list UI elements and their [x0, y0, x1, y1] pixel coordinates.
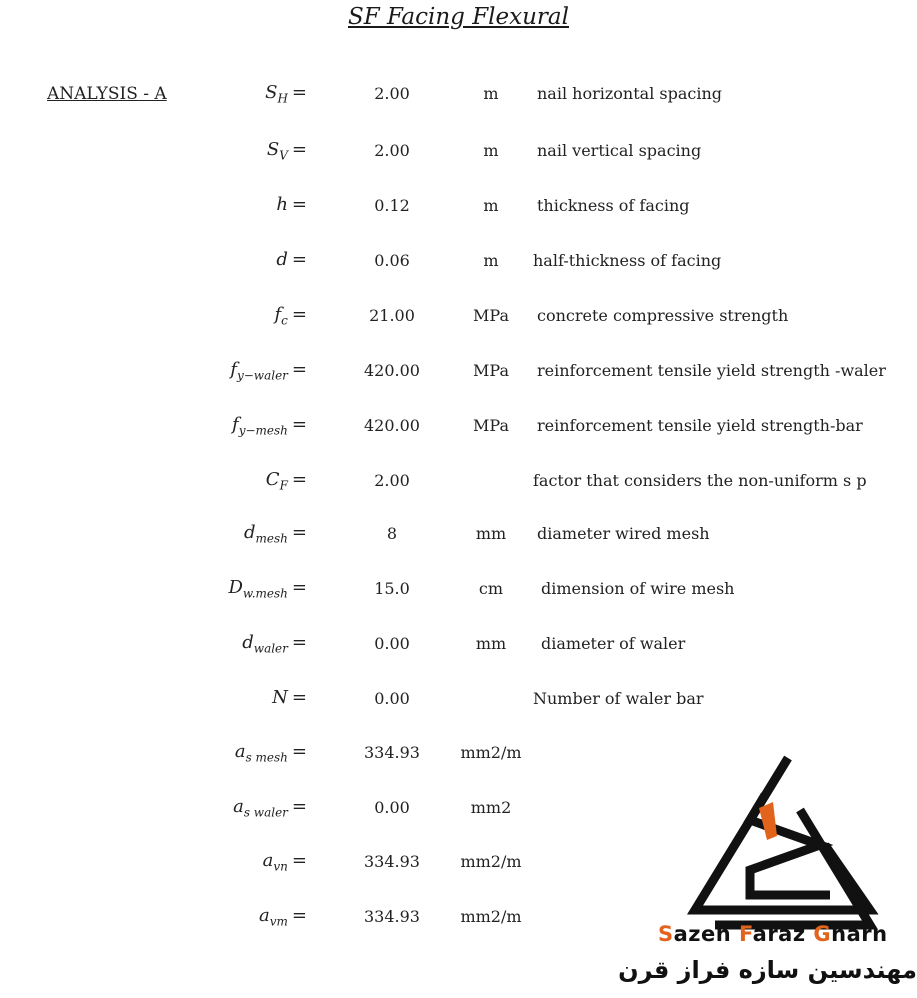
- parameter-unit: MPa: [473, 306, 509, 325]
- parameter-row: [0, 573, 917, 613]
- parameter-description: thickness of facing: [537, 196, 690, 215]
- parameter-value: 334.93: [364, 852, 420, 871]
- parameter-row: [0, 135, 917, 175]
- symbol-base: d: [276, 249, 288, 270]
- symbol-subscript: y−waler: [236, 368, 288, 383]
- parameter-symbol: [235, 741, 307, 765]
- equals-sign: =: [291, 796, 307, 817]
- parameter-symbol: [263, 850, 307, 874]
- symbol-base: f: [274, 304, 282, 325]
- parameter-symbol: [272, 687, 307, 711]
- symbol-base: a: [262, 850, 274, 871]
- symbol-base: a: [233, 796, 244, 817]
- brand-name-persian: مهندسین سازه فراز قرن: [618, 956, 917, 984]
- symbol-subscript: s waler: [243, 805, 288, 820]
- parameter-row: [0, 355, 917, 395]
- equals-sign: =: [291, 522, 307, 543]
- symbol-subscript: vm: [269, 914, 288, 929]
- parameter-row: [0, 300, 917, 340]
- equals-sign: =: [291, 469, 307, 490]
- symbol-subscript: mesh: [255, 531, 288, 546]
- symbol-base: S: [266, 139, 280, 160]
- parameter-description: Number of waler bar: [533, 689, 704, 708]
- symbol-subscript: y−mesh: [238, 423, 288, 438]
- equals-sign: =: [291, 850, 307, 871]
- parameter-row: [0, 465, 917, 505]
- parameter-value: 334.93: [364, 743, 420, 762]
- parameter-symbol: [242, 632, 307, 656]
- parameter-value: 2.00: [374, 84, 410, 103]
- parameter-unit: MPa: [473, 361, 509, 380]
- parameter-unit: MPa: [473, 416, 509, 435]
- parameter-unit: mm2/m: [460, 907, 522, 926]
- section-heading: ANALYSIS - A: [47, 84, 167, 104]
- parameter-row: [0, 683, 917, 723]
- parameter-unit: mm2/m: [460, 743, 522, 762]
- parameter-unit: mm2/m: [460, 852, 522, 871]
- equals-sign: =: [291, 304, 307, 325]
- symbol-subscript: F: [279, 478, 288, 493]
- equals-sign: =: [291, 194, 307, 215]
- parameter-value: 420.00: [364, 361, 420, 380]
- parameter-symbol: [275, 304, 308, 328]
- parameter-value: 15.0: [374, 579, 410, 598]
- parameter-symbol: [276, 194, 307, 218]
- symbol-base: d: [244, 522, 256, 543]
- parameter-unit: m: [483, 141, 499, 160]
- parameter-value: 0.00: [374, 634, 410, 653]
- parameter-symbol: [266, 469, 307, 493]
- parameter-unit: mm: [475, 634, 507, 653]
- parameter-description: reinforcement tensile yield strength -waler: [537, 361, 886, 380]
- symbol-base: a: [234, 741, 246, 762]
- parameter-value: 2.00: [374, 471, 410, 490]
- equals-sign: =: [291, 82, 307, 103]
- parameter-row: [0, 245, 917, 285]
- equals-sign: =: [291, 139, 307, 160]
- parameter-unit: mm2: [470, 798, 512, 817]
- symbol-base: h: [276, 194, 288, 215]
- parameter-value: 0.00: [374, 798, 410, 817]
- parameter-value: 334.93: [364, 907, 420, 926]
- parameter-row: [0, 410, 917, 450]
- parameter-unit: m: [483, 251, 499, 270]
- parameter-description: diameter wired mesh: [537, 524, 710, 543]
- equals-sign: =: [291, 741, 307, 762]
- parameter-description: half-thickness of facing: [533, 251, 722, 270]
- parameter-value: 21.00: [369, 306, 415, 325]
- brand-name-english: Sazeh Faraz Gharn: [658, 922, 888, 946]
- symbol-subscript: waler: [253, 641, 288, 656]
- symbol-base: S: [265, 82, 278, 103]
- symbol-base: f: [232, 414, 239, 435]
- parameter-symbol: [276, 249, 307, 273]
- symbol-subscript: c: [281, 313, 288, 328]
- parameter-value: 0.00: [374, 689, 410, 708]
- parameter-row: [0, 190, 917, 230]
- parameter-description: nail vertical spacing: [537, 141, 702, 160]
- parameter-description: concrete compressive strength: [537, 306, 789, 325]
- document-title: SF Facing Flexural: [348, 4, 569, 30]
- parameter-row: [0, 78, 917, 118]
- parameter-value: 0.12: [374, 196, 410, 215]
- parameter-description: dimension of wire mesh: [541, 579, 735, 598]
- parameter-value: 2.00: [374, 141, 410, 160]
- symbol-subscript: w.mesh: [242, 586, 288, 601]
- symbol-subscript: V: [279, 148, 288, 163]
- parameter-description: diameter of waler: [541, 634, 686, 653]
- parameter-symbol: [267, 139, 307, 163]
- equals-sign: =: [291, 632, 307, 653]
- parameter-row: [0, 518, 917, 558]
- parameter-symbol: [265, 82, 307, 106]
- equals-sign: =: [291, 249, 307, 270]
- symbol-base: C: [265, 469, 280, 490]
- parameter-description: reinforcement tensile yield strength-bar: [537, 416, 863, 435]
- parameter-unit: cm: [478, 579, 504, 598]
- parameter-unit: m: [483, 196, 499, 215]
- equals-sign: =: [291, 414, 307, 435]
- parameter-unit: mm: [475, 524, 507, 543]
- equals-sign: =: [291, 577, 307, 598]
- symbol-base: D: [228, 577, 243, 598]
- equals-sign: =: [291, 359, 307, 380]
- parameter-symbol: [233, 796, 307, 820]
- symbol-subscript: vn: [273, 859, 288, 874]
- equals-sign: =: [291, 687, 307, 708]
- symbol-subscript: H: [277, 91, 288, 106]
- parameter-symbol: [244, 522, 307, 546]
- parameter-description: factor that considers the non-uniform s p: [533, 471, 867, 490]
- parameter-value: 0.06: [374, 251, 410, 270]
- parameter-symbol: [259, 905, 307, 929]
- parameter-row: [0, 628, 917, 668]
- symbol-base: f: [230, 359, 237, 380]
- parameter-value: 420.00: [364, 416, 420, 435]
- parameter-value: 8: [386, 524, 398, 543]
- parameter-symbol: [232, 414, 307, 438]
- symbol-base: N: [272, 687, 288, 708]
- parameter-symbol: [230, 359, 307, 383]
- symbol-subscript: s mesh: [245, 750, 288, 765]
- equals-sign: =: [291, 905, 307, 926]
- symbol-base: a: [259, 905, 270, 926]
- parameter-symbol: [228, 577, 307, 601]
- parameter-description: nail horizontal spacing: [537, 84, 723, 103]
- parameter-unit: m: [483, 84, 499, 103]
- symbol-base: d: [242, 632, 254, 653]
